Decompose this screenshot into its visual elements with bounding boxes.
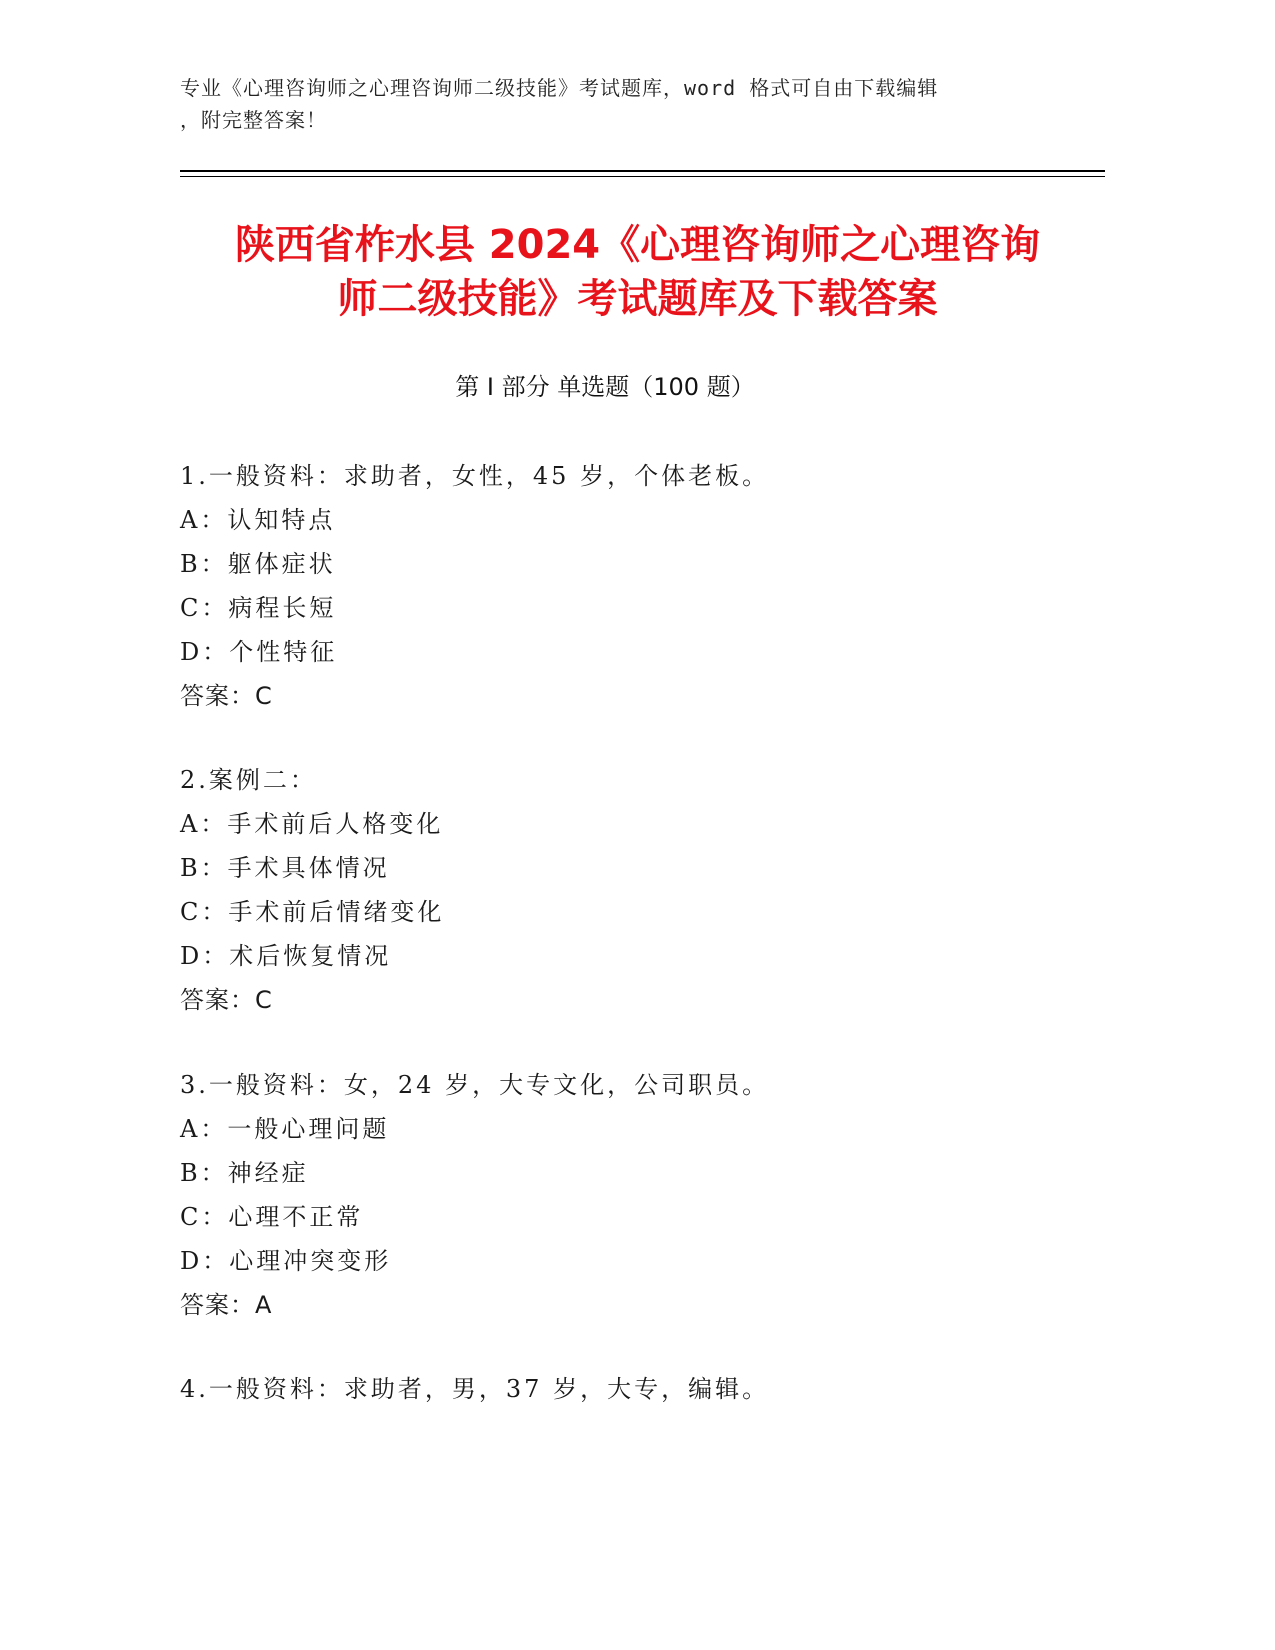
option-b: B：神经症 [180, 1159, 309, 1187]
option-c: C：手术前后情绪变化 [180, 898, 445, 926]
option-b: B：躯体症状 [180, 550, 336, 578]
answer-label: 答案：C [180, 986, 273, 1014]
option-c: C：心理不正常 [180, 1203, 364, 1231]
question-2 [180, 758, 1080, 1022]
option-d: D：个性特征 [180, 638, 338, 666]
document-title [140, 218, 1135, 326]
header-note-line-2: ，附完整答案！ [180, 108, 327, 132]
section-title: 第 I 部分 单选题（100 题） [455, 373, 755, 401]
header-note [180, 72, 1040, 136]
option-a: A：手术前后人格变化 [180, 810, 444, 838]
question-stem: 2.案例二： [180, 766, 317, 794]
option-d: D：心理冲突变形 [180, 1247, 392, 1275]
header-divider-thin [180, 176, 1105, 177]
document-title-line-2: 师二级技能》考试题库及下载答案 [337, 276, 938, 322]
question-stem: 4.一般资料：求助者，男，37 岁，大专，编辑。 [180, 1375, 770, 1403]
option-b: B：手术具体情况 [180, 854, 390, 882]
option-c: C：病程长短 [180, 594, 337, 622]
answer-label: 答案：A [180, 1291, 273, 1319]
option-d: D：术后恢复情况 [180, 942, 392, 970]
document-title-line-1: 陕西省柞水县 2024《心理咨询师之心理咨询 [234, 222, 1041, 268]
option-a: A：一般心理问题 [180, 1115, 390, 1143]
option-a: A：认知特点 [180, 506, 336, 534]
answer-label: 答案：C [180, 682, 273, 710]
question-stem: 3.一般资料：女，24 岁，大专文化，公司职员。 [180, 1071, 770, 1099]
question-4 [180, 1367, 1080, 1411]
question-1 [180, 454, 1080, 718]
header-note-line-1: 专业《心理咨询师之心理咨询师二级技能》考试题库，word 格式可自由下载编辑 [180, 76, 939, 100]
question-3 [180, 1063, 1080, 1327]
question-stem: 1.一般资料：求助者，女性，45 岁，个体老板。 [180, 462, 770, 490]
header-divider-thick [180, 170, 1105, 172]
